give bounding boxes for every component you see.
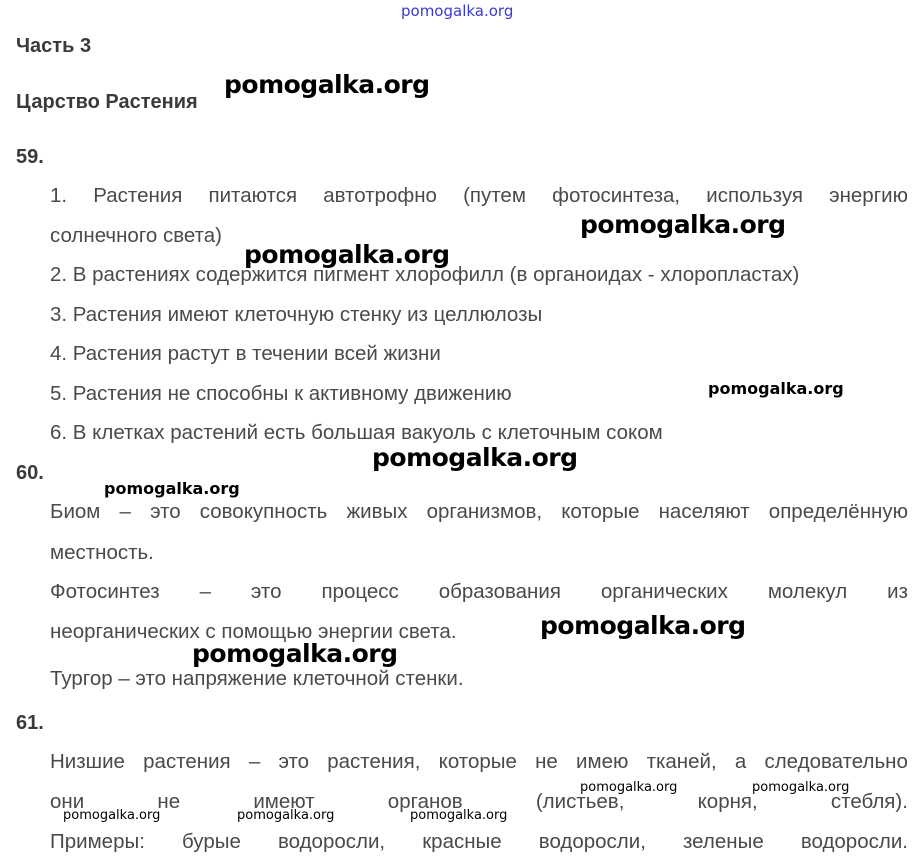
word: бурые	[182, 830, 241, 853]
watermark: pomogalka.org	[580, 210, 786, 239]
word: имею	[576, 750, 629, 773]
word: которые	[561, 500, 640, 523]
word: водоросли,	[538, 830, 646, 853]
question-number-61: 61.	[16, 712, 44, 734]
word: растения,	[327, 750, 421, 773]
watermark: pomogalka.org	[752, 780, 850, 795]
question-number-60: 60.	[16, 462, 44, 484]
word: растения	[143, 750, 231, 773]
q60-biom-line	[50, 500, 908, 524]
q60-photo-line	[50, 580, 908, 604]
word: молекул	[767, 580, 848, 603]
q59-item-3: 3. Растения имеют клеточную стенку из целлюлозы	[50, 303, 543, 326]
word: которые	[438, 750, 517, 773]
word: совокупность	[199, 500, 328, 523]
word: органических	[600, 580, 728, 603]
word: 1.	[50, 184, 68, 207]
q59-item-5: 5. Растения не способны к активному движению	[50, 382, 512, 405]
word: используя	[706, 184, 803, 207]
q59-item-1-line	[50, 184, 908, 208]
watermark: pomogalka.org	[224, 70, 430, 99]
word: Низшие	[50, 750, 125, 773]
word: это	[278, 750, 310, 773]
word: питаются	[208, 184, 298, 207]
word: не	[157, 790, 181, 813]
watermark-top: pomogalka.org	[401, 2, 514, 20]
watermark: pomogalka.org	[708, 379, 844, 398]
word: стебля).	[830, 790, 908, 813]
word: Биом	[50, 500, 101, 523]
word: органов	[387, 790, 463, 813]
q61-low-line-1	[50, 750, 908, 774]
q59-item-4: 4. Растения растут в течении всей жизни	[50, 342, 441, 365]
word: энергию	[829, 184, 908, 207]
word: Фотосинтез	[50, 580, 160, 603]
q59-item-1-continuation: солнечного света)	[50, 224, 222, 247]
word: корня,	[697, 790, 758, 813]
word: –	[248, 750, 261, 773]
watermark: pomogalka.org	[410, 808, 508, 823]
word: фотосинтеза,	[552, 184, 681, 207]
word: процесс	[321, 580, 399, 603]
word: –	[119, 500, 131, 523]
word: образования	[438, 580, 561, 603]
word: населяют	[658, 500, 750, 523]
word: определённую	[768, 500, 908, 523]
word: а	[734, 750, 747, 773]
q60-photo-end: неорганических с помощью энергии света.	[50, 620, 457, 643]
word: зеленые	[683, 830, 764, 853]
watermark: pomogalka.org	[580, 780, 678, 795]
word: (путем	[463, 184, 526, 207]
watermark: pomogalka.org	[244, 240, 450, 269]
word: из	[887, 580, 908, 603]
part-title: Часть 3	[16, 35, 92, 57]
word: Примеры:	[50, 830, 145, 853]
word: организмов,	[426, 500, 543, 523]
watermark: pomogalka.org	[237, 808, 335, 823]
watermark: pomogalka.org	[540, 611, 746, 640]
word: имеют	[253, 790, 315, 813]
watermark: pomogalka.org	[104, 479, 240, 498]
section-title: Царство Растения	[16, 91, 198, 113]
word: автотрофно	[323, 184, 437, 207]
watermark: pomogalka.org	[372, 443, 578, 472]
word: они	[50, 790, 85, 813]
watermark: pomogalka.org	[192, 639, 398, 668]
word: водоросли,	[277, 830, 386, 853]
q60-turgor: Тургор – это напряжение клеточной стенки.	[50, 667, 464, 690]
word: водоросли.	[800, 830, 908, 853]
q61-examples-line	[50, 830, 908, 854]
q59-item-2: 2. В растениях содержится пигмент хлорофилл (в органоидах - хлоропластах)	[50, 263, 800, 286]
q59-item-6: 6. В клетках растений есть большая вакуоль с клеточным соком	[50, 421, 663, 444]
word: Растения	[93, 184, 183, 207]
word: красные	[422, 830, 502, 853]
word: –	[199, 580, 211, 603]
word: это	[150, 500, 181, 523]
watermark: pomogalka.org	[63, 808, 161, 823]
q60-biom-end: местность.	[50, 541, 154, 564]
word: не	[535, 750, 558, 773]
word: живых	[346, 500, 408, 523]
word: следовательно	[764, 750, 908, 773]
question-number-59: 59.	[16, 146, 44, 168]
word: (листьев,	[535, 790, 625, 813]
word: тканей,	[646, 750, 717, 773]
word: это	[250, 580, 282, 603]
